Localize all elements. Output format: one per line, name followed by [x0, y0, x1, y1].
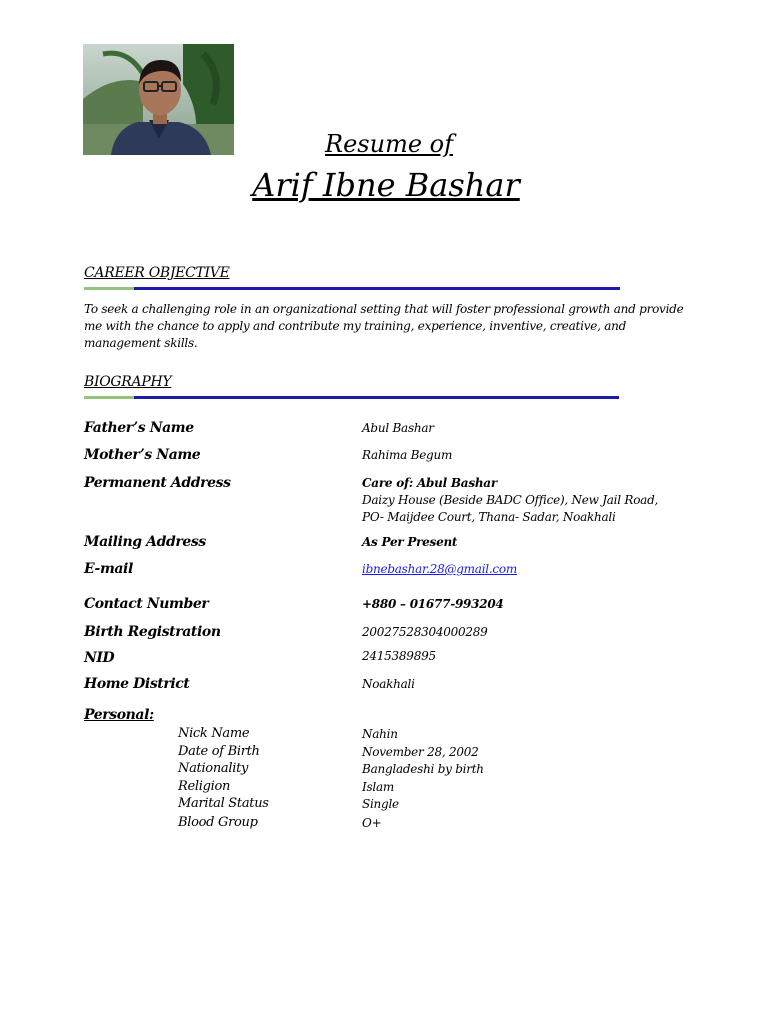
- nick-name-label: Nick Name: [178, 726, 250, 741]
- blood-group-label: Blood Group: [178, 815, 258, 830]
- candidate-name: Arif Ibne Bashar: [252, 166, 520, 204]
- mothers-name-value: Rahima Begum: [362, 448, 453, 462]
- care-of-line: Care of: Abul Bashar: [362, 476, 497, 490]
- fathers-name-label: Father’s Name: [84, 420, 194, 436]
- resume-of-heading: Resume of: [325, 130, 453, 158]
- contact-number-label: Contact Number: [84, 596, 209, 612]
- mailing-address-label: Mailing Address: [84, 534, 206, 550]
- nick-name-value: Nahin: [362, 727, 398, 741]
- biography-heading: BIOGRAPHY: [84, 374, 172, 390]
- birth-registration-value: 20027528304000289: [362, 625, 488, 639]
- mothers-name-label: Mother’s Name: [84, 447, 201, 463]
- permanent-address-label: Permanent Address: [84, 475, 231, 491]
- marital-status-label: Marital Status: [178, 796, 269, 811]
- career-objective-heading: CAREER OBJECTIVE: [84, 265, 230, 281]
- nid-label: NID: [84, 650, 115, 666]
- contact-number-value: +880 – 01677-993204: [362, 597, 504, 611]
- birth-registration-label: Birth Registration: [84, 624, 221, 640]
- home-district-value: Noakhali: [362, 677, 415, 691]
- email-label: E-mail: [84, 561, 133, 577]
- date-of-birth-value: November 28, 2002: [362, 745, 479, 759]
- fathers-name-value: Abul Bashar: [362, 421, 434, 435]
- permanent-address-value: [362, 475, 658, 526]
- home-district-label: Home District: [84, 676, 190, 692]
- religion-label: Religion: [178, 779, 231, 794]
- nationality-value: Bangladeshi by birth: [362, 762, 484, 776]
- mailing-address-value: As Per Present: [362, 535, 458, 549]
- nationality-label: Nationality: [178, 761, 249, 776]
- address-line-2: PO- Maijdee Court, Thana- Sadar, Noakhali: [362, 510, 616, 524]
- blood-group-value: O+: [362, 816, 382, 830]
- personal-heading: Personal:: [84, 707, 154, 723]
- career-objective-divider: [84, 287, 620, 290]
- religion-value: Islam: [362, 780, 395, 794]
- career-objective-text: To seek a challenging role in an organizational setting that will foster professional growth and provide me with the chance to apply and contribute my training, experience, inventive, creative, and management skills.: [84, 302, 684, 350]
- address-line-1: Daizy House (Beside BADC Office), New Jail Road,: [362, 493, 659, 507]
- email-link[interactable]: ibnebashar.28@gmail.com: [362, 562, 518, 576]
- nid-value: 2415389895: [362, 649, 436, 663]
- biography-divider: [84, 396, 619, 399]
- marital-status-value: Single: [362, 797, 399, 811]
- date-of-birth-label: Date of Birth: [178, 744, 260, 759]
